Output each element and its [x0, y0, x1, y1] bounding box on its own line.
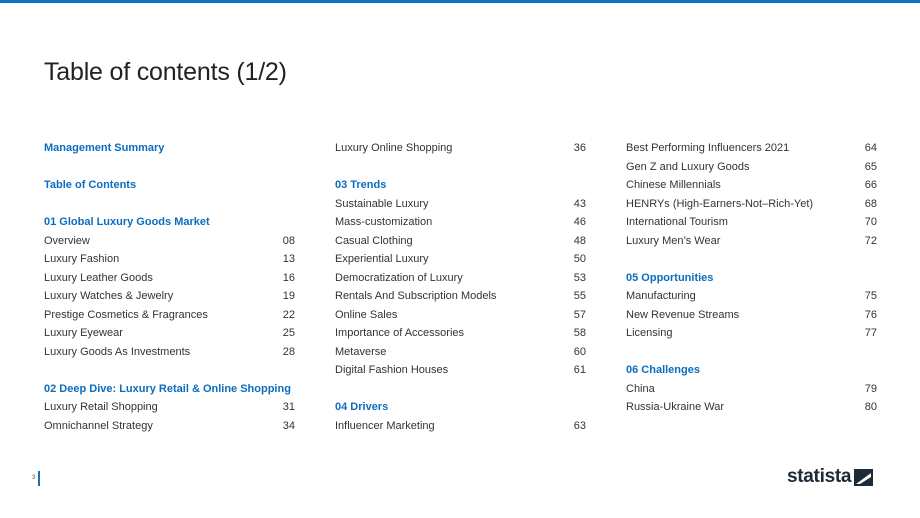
logo-wordmark: statista — [787, 466, 852, 487]
toc-spacer — [335, 380, 586, 399]
toc-entry-page: 19 — [282, 290, 295, 302]
toc-entry-page: 53 — [573, 271, 586, 284]
toc-entry-page: 76 — [864, 308, 877, 321]
toc-entry-page: 28 — [282, 345, 295, 358]
toc-entry-page: 61 — [573, 364, 586, 376]
toc-entry-label: HENRYs (High-Earners-Not–Rich-Yet) — [626, 197, 814, 210]
toc-entry-page: 68 — [864, 197, 877, 210]
toc-entry[interactable] — [335, 287, 586, 306]
toc-entry[interactable] — [335, 213, 586, 232]
toc-entry[interactable] — [626, 213, 877, 232]
toc-entry-page: 64 — [864, 142, 877, 154]
toc-entry-page: 08 — [282, 234, 295, 247]
toc-entry-label: Rentals And Subscription Models — [335, 290, 497, 302]
page-number: 3 — [32, 475, 36, 481]
toc-entry[interactable] — [44, 417, 295, 436]
toc-section-heading[interactable] — [626, 269, 877, 288]
statista-logo-icon — [854, 469, 873, 486]
toc-entry-page: 13 — [282, 253, 295, 265]
toc-spacer — [44, 158, 295, 177]
toc-entry-label: International Tourism — [626, 216, 728, 228]
toc-entry-page: 63 — [573, 419, 586, 432]
toc-entry-page: 22 — [282, 308, 295, 321]
top-accent-bar — [0, 0, 920, 3]
toc-entry-label: Sustainable Luxury — [335, 197, 429, 210]
toc-entry-label: Table of Contents — [44, 179, 137, 191]
toc-entry[interactable] — [335, 269, 586, 288]
toc-entry-page: 34 — [282, 419, 295, 432]
toc-section-heading[interactable] — [44, 380, 295, 399]
toc-entry[interactable] — [335, 324, 586, 343]
toc-entry-page: 75 — [864, 290, 877, 302]
toc-entry-page: 79 — [864, 382, 877, 395]
toc-entry-label: China — [626, 382, 655, 395]
toc-entry-label: Russia-Ukraine War — [626, 401, 725, 413]
toc-entry-page: 25 — [282, 327, 295, 339]
toc-entry[interactable] — [44, 343, 295, 362]
toc-entry-label: 03 Trends — [335, 179, 387, 191]
toc-entry-page: 70 — [864, 216, 877, 228]
toc-entry-page: 50 — [573, 253, 586, 265]
toc-spacer — [44, 361, 295, 380]
toc-entry[interactable] — [626, 324, 877, 343]
toc-entry-page: 65 — [864, 160, 877, 173]
toc-entry-label: Importance of Accessories — [335, 327, 465, 339]
toc-entry[interactable] — [44, 398, 295, 417]
toc-entry-label: Experiential Luxury — [335, 253, 429, 265]
toc-entry-label: Influencer Marketing — [335, 419, 435, 432]
toc-entry[interactable] — [44, 232, 295, 251]
toc-entry-label: Democratization of Luxury — [335, 271, 463, 284]
toc-entry[interactable] — [335, 343, 586, 362]
toc-entry[interactable] — [44, 287, 295, 306]
toc-entry-label: 02 Deep Dive: Luxury Retail & Online Shopping — [44, 382, 291, 395]
toc-entry-label: Gen Z and Luxury Goods — [626, 160, 750, 173]
toc-entry-label: Digital Fashion Houses — [335, 364, 449, 376]
toc-entry[interactable] — [626, 176, 877, 195]
toc-entry-label: 04 Drivers — [335, 401, 389, 413]
toc-entry-label: Chinese Millennials — [626, 179, 721, 191]
toc-column-1 — [44, 139, 295, 435]
toc-entry-page: 80 — [864, 401, 877, 413]
toc-column-2 — [335, 139, 586, 435]
toc-entry-page: 36 — [573, 142, 586, 154]
toc-entry[interactable] — [626, 287, 877, 306]
toc-entry-label: Licensing — [626, 327, 673, 339]
toc-entry-page: 77 — [864, 327, 877, 339]
toc-entry-label: 01 Global Luxury Goods Market — [44, 216, 210, 228]
toc-entry[interactable] — [335, 250, 586, 269]
page-indicator-bar — [38, 471, 40, 486]
toc-section-heading[interactable] — [335, 176, 586, 195]
toc-entry-label: Overview — [44, 234, 90, 247]
toc-entry-page: 58 — [573, 327, 586, 339]
toc-entry-label: Luxury Goods As Investments — [44, 345, 191, 358]
toc-spacer — [626, 250, 877, 269]
toc-section-heading[interactable] — [44, 176, 295, 195]
toc-entry[interactable] — [44, 306, 295, 325]
toc-entry[interactable] — [335, 417, 586, 436]
toc-spacer — [626, 343, 877, 362]
toc-entry-label: Luxury Men’s Wear — [626, 234, 721, 247]
toc-entry-label: Luxury Retail Shopping — [44, 401, 158, 413]
toc-entry-page: 46 — [573, 216, 586, 228]
toc-entry-page: 66 — [864, 179, 877, 191]
toc-entry-label: Omnichannel Strategy — [44, 419, 153, 432]
toc-entry-label: New Revenue Streams — [626, 308, 740, 321]
toc-entry-label: Casual Clothing — [335, 234, 413, 247]
toc-section-heading[interactable] — [44, 139, 295, 158]
toc-entry-page: 48 — [573, 234, 586, 247]
page-title: Table of contents (1/2) — [44, 58, 287, 86]
toc-entry-label: Luxury Online Shopping — [335, 142, 453, 154]
toc-entry-page: 31 — [282, 401, 295, 413]
toc-entry[interactable] — [44, 250, 295, 269]
toc-section-heading[interactable] — [626, 361, 877, 380]
toc-entry-label: Prestige Cosmetics & Fragrances — [44, 308, 208, 321]
toc-spacer — [335, 158, 586, 177]
toc-entry[interactable] — [626, 398, 877, 417]
toc-entry[interactable] — [335, 306, 586, 325]
toc-entry-label: 06 Challenges — [626, 364, 700, 376]
toc-entry[interactable] — [626, 158, 877, 177]
toc-entry-label: Luxury Eyewear — [44, 327, 123, 339]
toc-entry-label: 05 Opportunities — [626, 271, 714, 284]
toc-column-3 — [626, 139, 877, 417]
toc-entry[interactable] — [335, 361, 586, 380]
statista-logo — [787, 466, 873, 488]
toc-entry[interactable] — [335, 195, 586, 214]
toc-entry-page: 57 — [573, 308, 586, 321]
toc-entry-label: Best Performing Influencers 2021 — [626, 142, 790, 154]
toc-entry-page: 43 — [573, 197, 586, 210]
toc-entry-page: 55 — [573, 290, 586, 302]
toc-spacer — [44, 195, 295, 214]
toc-entry-page: 60 — [573, 345, 586, 358]
toc-entry-label: Management Summary — [44, 142, 165, 154]
toc-entry-label: Mass-customization — [335, 216, 433, 228]
toc-entry-label: Manufacturing — [626, 290, 696, 302]
toc-section-heading[interactable] — [335, 398, 586, 417]
toc-entry-page: 16 — [282, 271, 295, 284]
toc-entry[interactable] — [44, 324, 295, 343]
toc-entry-label: Luxury Fashion — [44, 253, 120, 265]
toc-entry-page: 72 — [864, 234, 877, 247]
toc-entry[interactable] — [626, 306, 877, 325]
toc-entry-label: Online Sales — [335, 308, 398, 321]
toc-entry-label: Metaverse — [335, 345, 387, 358]
toc-entry[interactable] — [626, 139, 877, 158]
toc-entry-label: Luxury Watches & Jewelry — [44, 290, 174, 302]
toc-entry[interactable] — [626, 195, 877, 214]
toc-entry[interactable] — [44, 269, 295, 288]
toc-section-heading[interactable] — [44, 213, 295, 232]
toc-entry[interactable] — [335, 232, 586, 251]
toc-entry[interactable] — [335, 139, 586, 158]
toc-entry[interactable] — [626, 380, 877, 399]
toc-entry-label: Luxury Leather Goods — [44, 271, 153, 284]
page-indicator — [32, 470, 40, 486]
toc-entry[interactable] — [626, 232, 877, 251]
